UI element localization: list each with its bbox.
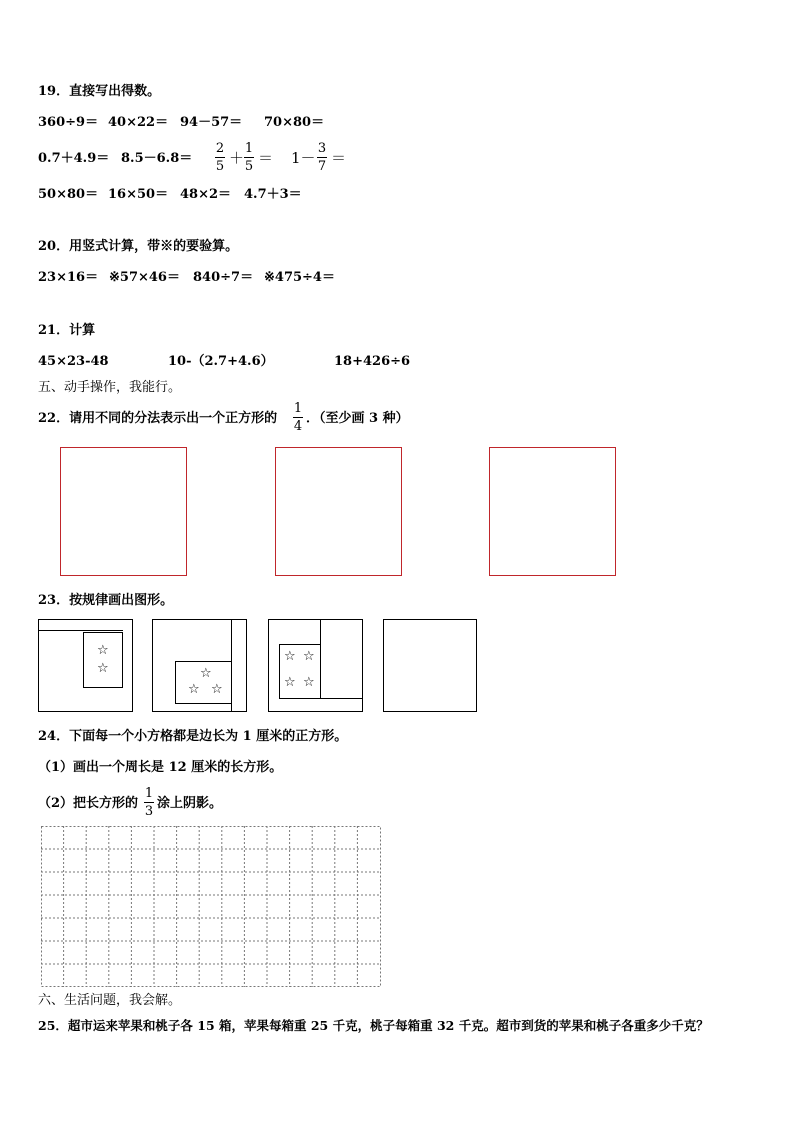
pattern-answer-box[interactable]	[383, 619, 477, 712]
q24-sub2-suffix: 涂上阴影。	[157, 796, 223, 811]
q20-item: ※57×46＝	[109, 270, 180, 285]
fraction-numerator: 2	[215, 141, 225, 156]
q20-title: 20．用竖式计算，带※的要验算。	[38, 239, 239, 254]
section-heading: 六、生活问题，我会解。	[38, 993, 182, 1008]
star-icon: ☆	[303, 649, 315, 664]
fraction-denominator: 5	[244, 159, 254, 174]
fraction	[244, 141, 254, 174]
fraction	[144, 786, 154, 819]
section-heading: 五、动手操作，我能行。	[38, 380, 182, 395]
divider-line	[38, 630, 123, 631]
q20-item: 840÷7＝	[193, 270, 254, 285]
q21-item: 45×23-48	[38, 354, 109, 369]
fraction-numerator: 1	[293, 401, 303, 416]
q24-sub1: （1）画出一个周长是 12 厘米的长方形。	[38, 760, 283, 775]
q21-title: 21．计算	[38, 323, 96, 338]
q23-title: 23．按规律画出图形。	[38, 593, 174, 608]
star-icon: ☆	[200, 666, 212, 681]
divider-line	[320, 698, 363, 699]
fraction-numerator: 1	[144, 786, 154, 801]
q19-title: 19．直接写出得数。	[38, 84, 161, 99]
lead-term: 1－	[291, 149, 316, 167]
star-icon: ☆	[97, 661, 109, 676]
q19-item: 0.7＋4.9＝	[38, 151, 110, 166]
q24-title: 24．下面每一个小方格都是边长为 1 厘米的正方形。	[38, 729, 348, 744]
star-icon: ☆	[97, 643, 109, 658]
q24-sub2-prefix: （2）把长方形的	[38, 796, 139, 811]
drawing-square[interactable]	[60, 447, 187, 576]
q19-item: 70×80＝	[264, 115, 325, 130]
fraction	[317, 141, 327, 174]
star-icon: ☆	[303, 675, 315, 690]
equals-sign: ＝	[331, 149, 347, 167]
fraction-denominator: 4	[293, 419, 303, 434]
drawing-square[interactable]	[275, 447, 402, 576]
q19-item: 16×50＝	[108, 187, 169, 202]
star-icon: ☆	[188, 682, 200, 697]
fraction-denominator: 7	[317, 159, 327, 174]
fraction	[293, 401, 303, 434]
fraction-denominator: 5	[215, 159, 225, 174]
star-icon: ☆	[211, 682, 223, 697]
square-grid[interactable]	[41, 826, 381, 988]
fraction	[215, 141, 225, 174]
q19-item: 4.7＋3＝	[244, 187, 302, 202]
star-panel	[83, 632, 123, 688]
pattern-figure-2	[152, 619, 247, 712]
q21-item: 18+426÷6	[334, 354, 411, 369]
plus-sign: ＋	[229, 149, 245, 167]
q19-item: 94－57＝	[180, 115, 243, 130]
q22-suffix: ．（至少画 3 种）	[306, 411, 409, 426]
drawing-square[interactable]	[489, 447, 616, 576]
pattern-figure-3	[268, 619, 363, 712]
fraction-numerator: 1	[244, 141, 254, 156]
fraction-numerator: 3	[317, 141, 327, 156]
q22-prefix: 22．请用不同的分法表示出一个正方形的	[38, 411, 278, 426]
fraction-denominator: 3	[144, 804, 154, 819]
q19-item: 8.5－6.8＝	[121, 151, 193, 166]
q19-item: 360÷9＝	[38, 115, 99, 130]
q19-item: 48×2＝	[180, 187, 232, 202]
star-icon: ☆	[284, 675, 296, 690]
q19-item: 40×22＝	[108, 115, 169, 130]
star-icon: ☆	[284, 649, 296, 664]
pattern-figure-1	[38, 619, 133, 712]
q21-item: 10-（2.7+4.6）	[168, 354, 274, 369]
q25-text: 25．超市运来苹果和桃子各 15 箱，苹果每箱重 25 千克，桃子每箱重 32 千克。超市到货的苹果和桃子各重多少千克？	[38, 1018, 709, 1033]
q20-item: ※475÷4＝	[264, 270, 335, 285]
q20-item: 23×16＝	[38, 270, 99, 285]
equals-sign: ＝	[258, 149, 274, 167]
q19-item: 50×80＝	[38, 187, 99, 202]
